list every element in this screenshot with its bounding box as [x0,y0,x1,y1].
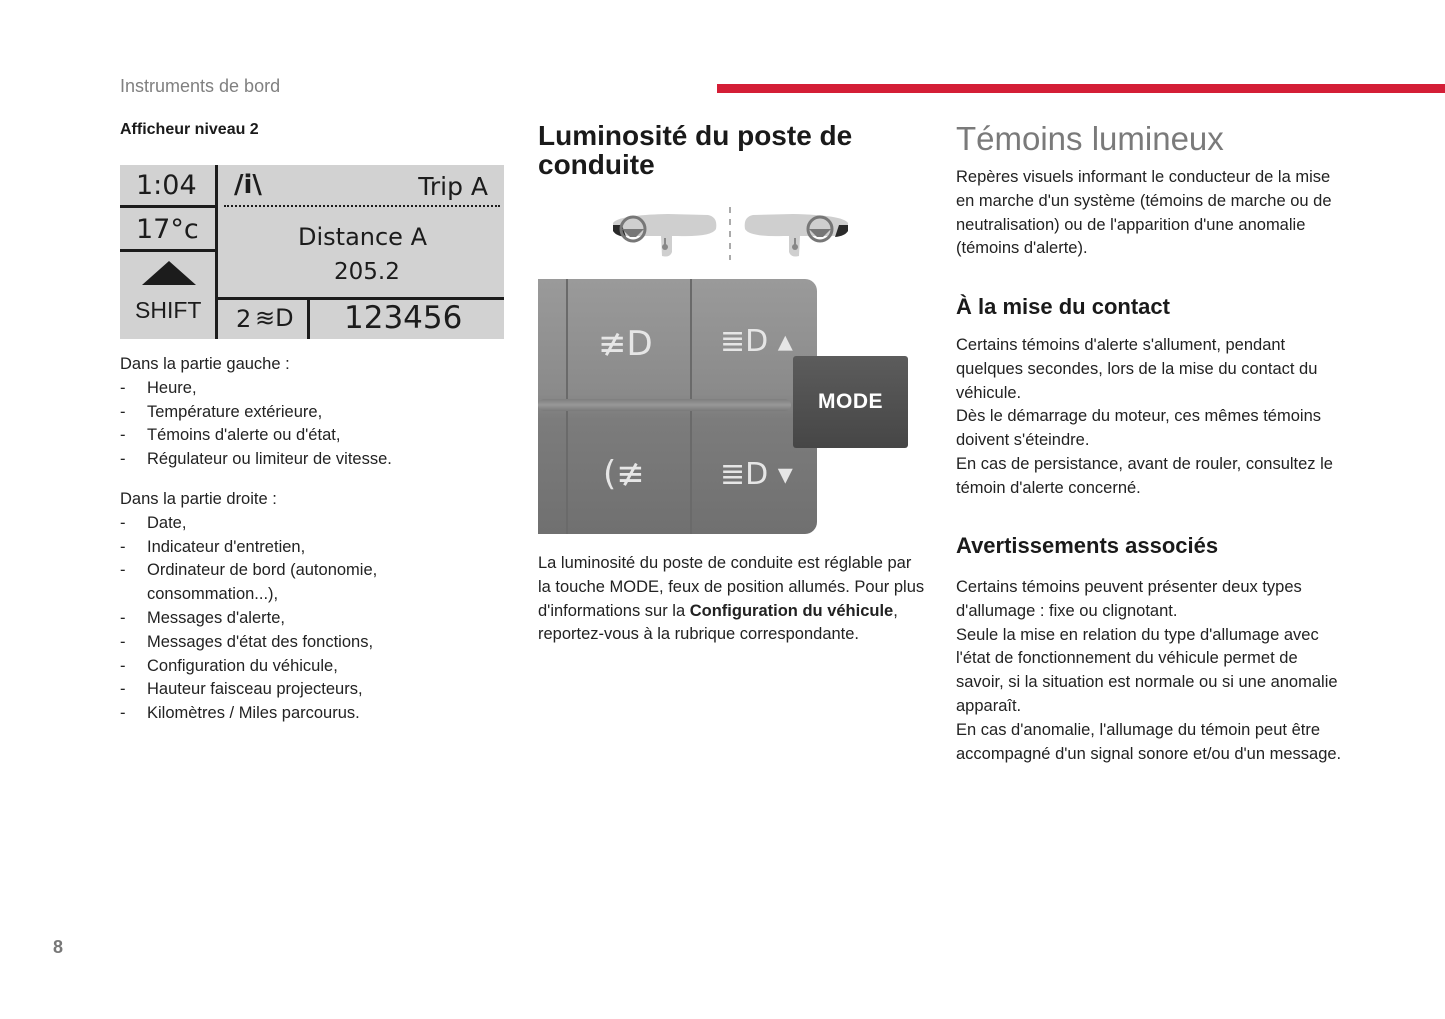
headlamp-level-icon: ≋D [255,304,294,332]
rear-fog-lamp-icon[interactable]: (≢ [603,454,645,494]
brightness-title: Luminosité du poste de conduite [538,120,853,180]
lcd-odometer: 123456 [344,300,463,336]
brightness-text [538,552,928,647]
left-part-list [120,377,500,472]
list-item: - Kilomètres / Miles parcourus. [120,702,420,726]
list-item: - Messages d'état des fonctions, [120,631,420,655]
dashboard-lhd-rhd-icon [608,205,853,265]
paragraph: Certains témoins peuvent présenter deux types d'allumage : fixe ou clignotant. [956,578,1302,620]
headlamp-up-icon[interactable]: ≣D ▴ [720,324,793,359]
lcd-headlamp-level: 2 [236,305,252,333]
display-level-title: Afficheur niveau 2 [120,121,259,138]
warning-lamps-intro: Repères visuels informant le conducteur de la mise en marche d'un système (témoins de marche ou de neutralisation) ou de l'apparition d'une anomalie (témoins d'alerte). [956,168,1332,258]
list-item: - Heure, [120,377,500,401]
lcd-distance-label: Distance A [298,223,427,251]
ignition-text [956,334,1341,501]
list-item: - Régulateur ou limiteur de vitesse. [120,448,500,472]
brightness-text-part: La luminosité du poste de conduite est réglable par la touche MODE, feux de position allumés. Pour plus d'informations sur la [538,554,925,620]
list-item: - Indicateur d'entretien, [120,536,420,560]
list-item: - Témoins d'alerte ou d'état, [120,424,500,448]
section-header: Instruments de bord [120,76,281,96]
paragraph: Certains témoins d'alerte s'allument, pendant quelques secondes, lors de la mise du contact du véhicule. [956,336,1318,402]
list-item: - Date, [120,512,420,536]
left-part-block [120,353,500,472]
lcd-distance-value: 205.2 [334,259,400,285]
paragraph: Seule la mise en relation du type d'allumage avec l'état de fonctionnement du véhicule permet de savoir, si la situation est normale ou si une anomalie apparaît. [956,625,1338,715]
associated-warnings-heading: Avertissements associés [956,533,1219,558]
vehicle-config-reference: Configuration du véhicule [689,601,894,620]
road-warning-icon: /i\ [234,170,262,200]
right-part-list [120,512,420,726]
right-part-block [120,488,420,726]
list-item: - Messages d'alerte, [120,607,420,631]
headlamp-down-icon[interactable]: ≣D ▾ [720,457,793,492]
mode-button[interactable]: MODE [793,356,908,448]
front-fog-lamp-icon[interactable]: ≢D [598,324,653,364]
lcd-shift-label: SHIFT [135,297,202,323]
paragraph: Dès le démarrage du moteur, ces mêmes témoins doivent s'éteindre. [956,407,1321,450]
paragraph: En cas de persistance, avant de rouler, consultez le témoin d'alerte concerné. [956,454,1333,497]
lcd-temperature: 17°c [136,214,199,245]
page-number: 8 [53,937,64,957]
ignition-heading: À la mise du contact [956,294,1170,319]
lcd-trip-label: Trip A [418,172,488,201]
brightness-text-part: , reportez-vous à la rubrique correspondante. [538,601,898,644]
warning-lamps-title: Témoins lumineux [956,120,1224,157]
right-part-intro: Dans la partie droite : [120,490,277,508]
list-item: - Configuration du véhicule, [120,655,420,679]
list-item: - Ordinateur de bord (autonomie, consommation...), [120,559,420,607]
associated-warnings-text [956,576,1346,766]
lighting-control-panel [538,279,817,534]
lcd-time: 1:04 [136,170,197,201]
lcd-display-illustration [120,165,504,339]
red-accent-bar [717,84,1445,93]
list-item: - Température extérieure, [120,401,500,425]
list-item: - Hauteur faisceau projecteurs, [120,678,420,702]
paragraph: En cas d'anomalie, l'allumage du témoin peut être accompagné d'un signal sonore et/ou d'un message. [956,720,1342,763]
left-part-intro: Dans la partie gauche : [120,355,290,373]
shift-arrow-icon [142,261,196,285]
